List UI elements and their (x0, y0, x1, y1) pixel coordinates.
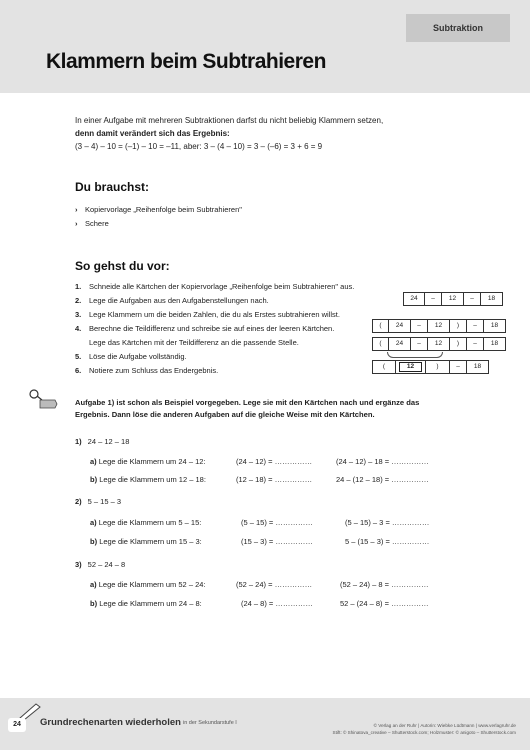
card: – (425, 292, 442, 306)
materials-heading: Du brauchst: (75, 180, 150, 194)
answer-field[interactable]: (52 – 24) = …………… (236, 580, 313, 589)
step-item: 6. Notiere zum Schluss das Endergebnis. (75, 366, 219, 375)
intro-example: (3 – 4) – 10 = (–1) – 10 = –11, aber: 3 – (4 – 10) = 3 – (–6) = 3 + 6 = 9 (75, 142, 323, 151)
answer-field[interactable]: 24 – (12 – 18) = …………… (336, 475, 429, 484)
card: 12 (428, 337, 450, 351)
card-row-2 (372, 319, 506, 333)
answer-field[interactable]: (12 – 18) = …………… (236, 475, 313, 484)
task-line: b) Lege die Klammern um 15 – 3: (90, 537, 202, 546)
task-line: a) Lege die Klammern um 5 – 15: (90, 518, 202, 527)
card: 24 (389, 337, 411, 351)
step-item: 5. Löse die Aufgabe vollständig. (75, 352, 187, 361)
answer-field[interactable]: (24 – 12) = …………… (236, 457, 313, 466)
answer-field[interactable]: 52 – (24 – 8) = …………… (340, 599, 429, 608)
step-item: 4. Berechne die Teildifferenz und schreibe sie auf eines der leeren Kärtchen. (75, 324, 335, 333)
page-number: 24 (8, 718, 26, 732)
list-item: › Kopiervorlage „Reihenfolge beim Subtrahieren" (75, 205, 242, 214)
copyright-text: © Verlag an der Ruhr | Autorin: Wiebke Lüdtmann | www.verlagruhr.de Stift: © Shinatova_creative – Shutterstock.com; Holzmuster: © anigoto – Shutterstock.com (332, 723, 516, 735)
procedure-heading: So gehst du vor: (75, 259, 170, 273)
step-item: 1. Schneide alle Kärtchen der Kopiervorlage „Reihenfolge beim Subtrahieren" aus. (75, 282, 355, 291)
procedure-steps (75, 280, 375, 378)
card: ( (372, 337, 389, 351)
card: ( (372, 319, 389, 333)
footer-title: Grundrechenarten wiederholen (40, 717, 181, 728)
card: – (411, 337, 428, 351)
card: 12 (396, 360, 426, 374)
card: 12 (428, 319, 450, 333)
answer-field[interactable]: (24 – 8) = …………… (241, 599, 313, 608)
answer-field[interactable]: (5 – 15) – 3 = …………… (345, 518, 430, 527)
card: – (464, 292, 481, 306)
section-tab: Subtraktion (406, 14, 510, 42)
intro-text (75, 114, 475, 153)
card: 12 (442, 292, 464, 306)
card: 18 (481, 292, 503, 306)
footer-subtitle: in der Sekundarstufe I (183, 720, 237, 726)
step-item: Lege das Kärtchen mit der Teildifferenz an die passende Stelle. (89, 338, 299, 347)
card: ) (450, 337, 467, 351)
card: ) (450, 319, 467, 333)
answer-field[interactable]: (5 – 15) = …………… (241, 518, 313, 527)
intro-line-2: denn damit verändert sich das Ergebnis: (75, 129, 230, 138)
task-1: 1) 24 – 12 – 18 (75, 437, 130, 446)
card: 18 (467, 360, 489, 374)
task-line: b) Lege die Klammern um 24 – 8: (90, 599, 202, 608)
card: – (467, 319, 484, 333)
task-2: 2) 5 – 15 – 3 (75, 497, 122, 506)
intro-line-1: In einer Aufgabe mit mehreren Subtraktionen darfst du nicht beliebig Klammern setzen, (75, 116, 384, 125)
list-item: › Schere (75, 219, 109, 228)
materials-list (75, 203, 242, 231)
signpost-icon (28, 388, 58, 414)
card: – (411, 319, 428, 333)
answer-field[interactable]: (24 – 12) – 18 = …………… (336, 457, 429, 466)
task-instruction: Aufgabe 1) ist schon als Beispiel vorgegeben. Lege sie mit den Kärtchen nach und ergänze das Ergebnis. Dann löse die anderen Aufgaben auf die gleiche Weise mit den Kärtchen. (75, 398, 420, 419)
card: ( (372, 360, 396, 374)
page-title: Klammern beim Subtrahieren (46, 50, 326, 73)
grouping-brace (387, 352, 443, 358)
answer-field[interactable]: 5 – (15 – 3) = …………… (345, 537, 430, 546)
card: 24 (403, 292, 425, 306)
card-row-3 (372, 337, 506, 351)
task-line: b) Lege die Klammern um 12 – 18: (90, 475, 206, 484)
step-item: 2. Lege die Aufgaben aus den Aufgabenstellungen nach. (75, 296, 269, 305)
card-row-1 (403, 292, 503, 306)
answer-field[interactable]: (52 – 24) – 8 = …………… (340, 580, 429, 589)
card: 24 (389, 319, 411, 333)
task-line: a) Lege die Klammern um 52 – 24: (90, 580, 206, 589)
task-3: 3) 52 – 24 – 8 (75, 560, 126, 569)
card-row-4 (372, 360, 489, 374)
task-line: a) Lege die Klammern um 24 – 12: (90, 457, 206, 466)
step-item: 3. Lege Klammern um die beiden Zahlen, die du als Erstes subtrahieren willst. (75, 310, 340, 319)
card: 18 (484, 319, 506, 333)
answer-field[interactable]: (15 – 3) = …………… (241, 537, 313, 546)
card: – (467, 337, 484, 351)
card: – (450, 360, 467, 374)
card: ) (426, 360, 450, 374)
card: 18 (484, 337, 506, 351)
